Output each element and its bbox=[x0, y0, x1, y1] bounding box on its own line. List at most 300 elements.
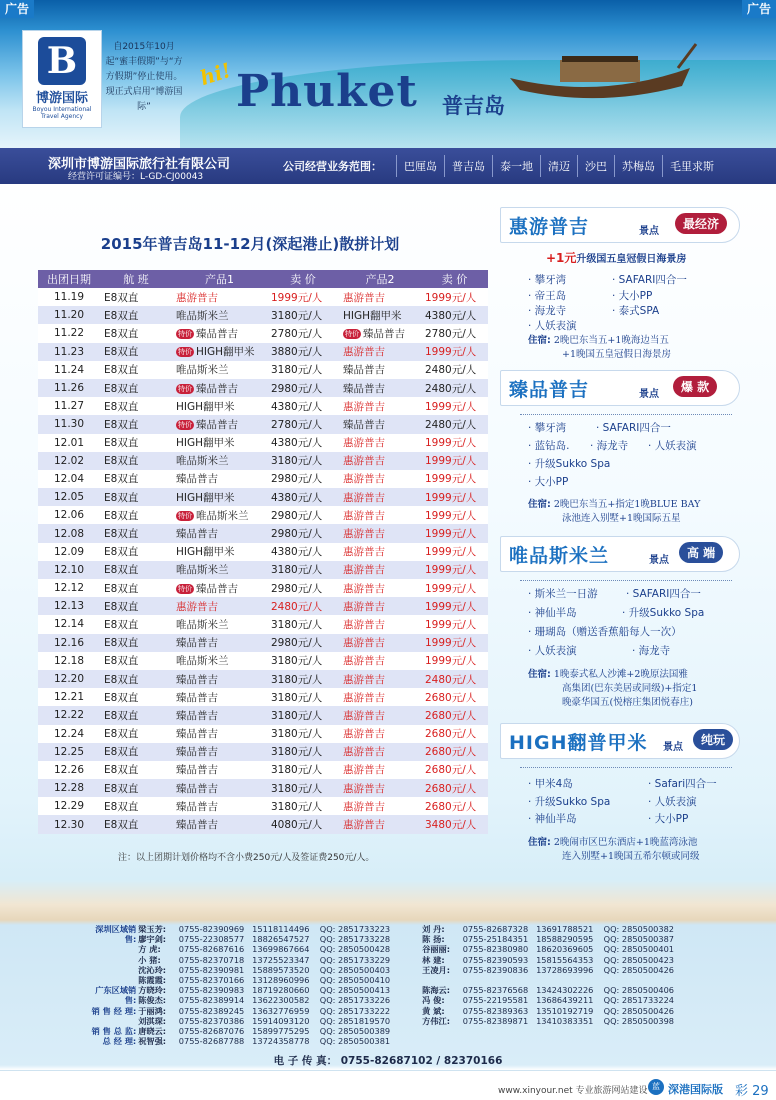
feature: · 蓝钻岛. bbox=[528, 440, 570, 452]
contact-field: 0755-82389245 bbox=[178, 1005, 245, 1016]
cell-text: E8双直 bbox=[104, 600, 139, 613]
contact-field: QQ: 2850500413 bbox=[319, 985, 391, 996]
table-row bbox=[38, 725, 488, 743]
contact-field: 0755-82687788 bbox=[178, 1036, 245, 1047]
jingdian-label: 景点 bbox=[639, 226, 659, 237]
header-banner bbox=[0, 0, 776, 150]
cell-text: 臻品普吉 bbox=[196, 418, 238, 431]
cell-p2 bbox=[339, 797, 421, 815]
cell-text: 3480元/人 bbox=[425, 819, 477, 832]
cell-text: 1999元/人 bbox=[425, 600, 477, 613]
table-row bbox=[38, 343, 488, 361]
contact-field: 18719280660 bbox=[252, 985, 310, 996]
contact-field: 13691788521 bbox=[536, 924, 594, 934]
cell-p2 bbox=[339, 579, 421, 597]
cell-text: E8双直 bbox=[104, 728, 139, 741]
table-row bbox=[38, 470, 488, 488]
special-price-badge: 特价 bbox=[345, 329, 359, 338]
cell-p1 bbox=[172, 506, 267, 524]
contact-field bbox=[604, 975, 706, 985]
cell-text: 惠游普吉 bbox=[343, 437, 385, 450]
table-row bbox=[38, 743, 488, 761]
cell-text: 惠游普吉 bbox=[343, 764, 385, 777]
contact-field: 刘淇琛: bbox=[138, 1015, 167, 1026]
cell-pr1 bbox=[267, 597, 339, 615]
cell-p2 bbox=[339, 343, 421, 361]
cell-text: 12.05 bbox=[53, 491, 85, 504]
contact-field: 方晓玲: bbox=[138, 985, 167, 996]
cell-text: 1999元/人 bbox=[425, 509, 477, 522]
page-number: 彩 29 bbox=[735, 1084, 769, 1099]
contact-field: QQ: 2850500401 bbox=[603, 944, 675, 955]
package-header-zhenpin bbox=[500, 370, 740, 406]
cell-p2 bbox=[339, 397, 421, 415]
cell-text: 惠游普吉 bbox=[343, 346, 385, 359]
cell-flight bbox=[100, 597, 172, 615]
cell-text: HIGH翻甲米 bbox=[343, 309, 402, 322]
cell-flight bbox=[100, 506, 172, 524]
cell-text: 11.20 bbox=[53, 309, 85, 322]
cell-date bbox=[38, 615, 100, 633]
contact-field: 王凌月: bbox=[422, 964, 450, 975]
cell-text: 臻品普吉 bbox=[176, 637, 218, 650]
cell-pr1 bbox=[267, 815, 339, 833]
contact-field: 于丽鸿: bbox=[138, 1005, 167, 1016]
package-badge: 高 端 bbox=[679, 542, 723, 563]
contact-field: 13632776959 bbox=[252, 1005, 310, 1016]
cell-text: HIGH翻甲米 bbox=[176, 437, 235, 450]
special-price-badge: 特价 bbox=[178, 329, 192, 338]
cell-text: 惠游普吉 bbox=[343, 691, 385, 704]
cell-text: 惠游普吉 bbox=[343, 618, 385, 631]
col-header: 卖 价 bbox=[267, 270, 339, 288]
cell-text: HIGH翻甲米 bbox=[196, 346, 255, 359]
contact-field bbox=[463, 975, 536, 985]
contact-field: QQ: 2850500382 bbox=[603, 924, 675, 934]
cell-text: 3180元/人 bbox=[271, 309, 323, 322]
cell-pr2 bbox=[421, 488, 488, 506]
contact-field: 梁玉芳: bbox=[138, 924, 167, 934]
cell-p1 bbox=[172, 706, 267, 724]
cell-pr2 bbox=[421, 688, 488, 706]
contact-field: 0755-82390981 bbox=[178, 964, 245, 975]
cell-text: 1999元/人 bbox=[425, 291, 477, 304]
company-name: 深圳市博游国际旅行社有限公司 bbox=[48, 157, 231, 172]
ad-tag-left: 广告 bbox=[0, 0, 34, 18]
cell-text: E8双直 bbox=[104, 655, 139, 668]
cell-text: 臻品普吉 bbox=[176, 819, 218, 832]
cell-pr1 bbox=[267, 506, 339, 524]
special-price-badge: 特价 bbox=[178, 584, 192, 593]
cell-text: 1999元/人 bbox=[271, 291, 323, 304]
cell-p1 bbox=[172, 324, 267, 342]
contact-row bbox=[86, 934, 706, 944]
schedule-header-row bbox=[38, 270, 488, 288]
cell-pr2 bbox=[421, 779, 488, 797]
cell-date bbox=[38, 488, 100, 506]
cell-text: 4380元/人 bbox=[271, 546, 323, 559]
cell-flight bbox=[100, 434, 172, 452]
feature: · SAFARI四合一 bbox=[596, 422, 671, 434]
contact-field: 总 经 理: bbox=[102, 1036, 137, 1047]
cell-text: 3180元/人 bbox=[271, 709, 323, 722]
table-row bbox=[38, 488, 488, 506]
special-price-badge: 特价 bbox=[178, 511, 192, 520]
cell-text: E8双直 bbox=[104, 364, 139, 377]
contact-row bbox=[86, 955, 706, 965]
cell-text: E8双直 bbox=[104, 491, 139, 504]
cell-text: 臻品普吉 bbox=[196, 327, 238, 340]
contact-field: 0755-82389871 bbox=[462, 1015, 529, 1026]
cell-p1 bbox=[172, 543, 267, 561]
cell-text: 11.23 bbox=[53, 345, 85, 358]
cell-p2 bbox=[339, 288, 421, 306]
special-price-badge: 特价 bbox=[178, 420, 192, 429]
cell-text: 12.30 bbox=[53, 818, 85, 831]
contact-field bbox=[86, 944, 138, 954]
feature: · 攀牙湾 bbox=[528, 422, 567, 434]
cell-flight bbox=[100, 797, 172, 815]
stay-line: 2晚巴东当五+指定1晚BLUE BAY bbox=[553, 499, 701, 510]
cell-p2 bbox=[339, 743, 421, 761]
cell-p1 bbox=[172, 688, 267, 706]
contact-field: 13728693996 bbox=[536, 964, 594, 975]
cell-p1 bbox=[172, 379, 267, 397]
contact-field: QQ: 2851733223 bbox=[319, 924, 391, 934]
cell-text: 惠游普吉 bbox=[176, 291, 218, 304]
table-row bbox=[38, 379, 488, 397]
cell-flight bbox=[100, 488, 172, 506]
cell-pr2 bbox=[421, 652, 488, 670]
cell-text: 臻品普吉 bbox=[176, 800, 218, 813]
contact-row bbox=[86, 1006, 706, 1016]
cell-date bbox=[38, 361, 100, 379]
cell-pr2 bbox=[421, 543, 488, 561]
cell-date bbox=[38, 706, 100, 724]
cell-text: 11.30 bbox=[53, 418, 85, 431]
cell-text: 2680元/人 bbox=[425, 709, 477, 722]
contact-field: QQ: 2851733222 bbox=[319, 1005, 391, 1016]
contact-list bbox=[86, 924, 706, 1046]
cell-text: E8双直 bbox=[104, 546, 139, 559]
stay-info bbox=[528, 498, 700, 526]
cell-pr2 bbox=[421, 470, 488, 488]
cell-pr1 bbox=[267, 797, 339, 815]
cell-date bbox=[38, 324, 100, 342]
cell-text: 惠游普吉 bbox=[343, 655, 385, 668]
contact-field: 广东区域销售: bbox=[95, 985, 137, 1006]
logo-mark-icon: B bbox=[38, 37, 86, 85]
cell-text: 唯品斯米兰 bbox=[176, 655, 229, 668]
cell-date bbox=[38, 743, 100, 761]
cell-text: 2680元/人 bbox=[425, 728, 477, 741]
contact-field: 0755-82390836 bbox=[462, 964, 529, 975]
cell-text: E8双直 bbox=[104, 291, 139, 304]
stay-label: 住宿: bbox=[528, 335, 551, 346]
contact-row bbox=[86, 965, 706, 975]
cell-text: 臻品普吉 bbox=[196, 582, 238, 595]
contact-field: QQ: 2850500398 bbox=[603, 1015, 675, 1026]
contact-field: 13622300582 bbox=[252, 995, 310, 1006]
table-row bbox=[38, 579, 488, 597]
package-name: 惠游普吉 bbox=[509, 216, 590, 238]
cell-text: 唯品斯米兰 bbox=[176, 309, 229, 322]
cell-text: 唯品斯米兰 bbox=[176, 564, 229, 577]
col-header: 卖 价 bbox=[421, 270, 488, 288]
table-row bbox=[38, 706, 488, 724]
cell-text: 臻品普吉 bbox=[176, 782, 218, 795]
cell-p1 bbox=[172, 343, 267, 361]
cell-p2 bbox=[339, 470, 421, 488]
cell-text: 12.29 bbox=[53, 800, 85, 813]
cell-date bbox=[38, 397, 100, 415]
cell-date bbox=[38, 543, 100, 561]
cell-text: 2780元/人 bbox=[425, 327, 477, 340]
cell-p2 bbox=[339, 488, 421, 506]
cell-text: 3180元/人 bbox=[271, 655, 323, 668]
cell-pr1 bbox=[267, 524, 339, 542]
table-row bbox=[38, 506, 488, 524]
jingdian-label: 景点 bbox=[649, 555, 669, 566]
contact-field: QQ: 2850500389 bbox=[319, 1025, 391, 1036]
cell-text: 3180元/人 bbox=[271, 691, 323, 704]
feature: · Safari四合一 bbox=[648, 778, 717, 790]
contact-field: QQ: 2850500423 bbox=[603, 954, 675, 965]
schedule-note: 注：以上团期计划价格均不含小费250元/人及签证费250元/人。 bbox=[118, 853, 375, 863]
stay-info bbox=[528, 334, 671, 362]
contact-row bbox=[86, 944, 706, 954]
brand-notice: 自2015年10月起“蜜丰假期”与“方方假期”停止使用。现正式启用“博游国际” bbox=[105, 42, 183, 112]
cell-text: 惠游普吉 bbox=[343, 637, 385, 650]
cell-pr2 bbox=[421, 670, 488, 688]
cell-text: 臻品普吉 bbox=[343, 418, 385, 431]
contact-field: 13725523347 bbox=[252, 954, 310, 965]
contact-field: 18588290595 bbox=[536, 934, 594, 945]
contact-field: 0755-82687076 bbox=[178, 1025, 245, 1036]
cell-text: E8双直 bbox=[104, 800, 139, 813]
table-row bbox=[38, 324, 488, 342]
contact-row bbox=[86, 1016, 706, 1026]
cell-pr2 bbox=[421, 343, 488, 361]
contact-row bbox=[86, 1026, 706, 1036]
cell-flight bbox=[100, 779, 172, 797]
cell-text: 3180元/人 bbox=[271, 746, 323, 759]
cell-text: E8双直 bbox=[104, 564, 139, 577]
special-price-badge: 特价 bbox=[178, 384, 192, 393]
contact-field: 18826547527 bbox=[252, 934, 310, 945]
cell-flight bbox=[100, 706, 172, 724]
cell-text: 11.22 bbox=[53, 327, 85, 340]
contact-field: 0755-82389363 bbox=[462, 1005, 529, 1016]
cell-flight bbox=[100, 815, 172, 833]
cell-text: 臻品普吉 bbox=[196, 382, 238, 395]
contact-field: 0755-82376568 bbox=[462, 985, 529, 996]
cell-p2 bbox=[339, 379, 421, 397]
cell-text: 2680元/人 bbox=[425, 800, 477, 813]
contact-field: 陈俊杰: bbox=[138, 995, 167, 1006]
cell-date bbox=[38, 815, 100, 833]
feature: · 攀牙湾 bbox=[528, 274, 567, 286]
cell-p2 bbox=[339, 561, 421, 579]
cell-p2 bbox=[339, 452, 421, 470]
feature: · 大小PP bbox=[648, 813, 689, 825]
cell-text: 2980元/人 bbox=[271, 582, 323, 595]
cell-date bbox=[38, 797, 100, 815]
cell-flight bbox=[100, 524, 172, 542]
contact-field bbox=[463, 1026, 536, 1036]
cell-pr2 bbox=[421, 579, 488, 597]
contact-field: 13686439211 bbox=[536, 995, 594, 1006]
package-header-high bbox=[500, 723, 740, 759]
feature: · 人妖表演 bbox=[528, 320, 577, 332]
cell-date bbox=[38, 452, 100, 470]
cell-date bbox=[38, 379, 100, 397]
contact-field: QQ: 2850500381 bbox=[319, 1036, 391, 1047]
cell-text: 惠游普吉 bbox=[343, 291, 385, 304]
table-row bbox=[38, 452, 488, 470]
jingdian-label: 景点 bbox=[663, 742, 683, 753]
cell-date bbox=[38, 579, 100, 597]
cell-text: 1999元/人 bbox=[425, 546, 477, 559]
feature: · SAFARI四合一 bbox=[626, 588, 701, 600]
cell-p1 bbox=[172, 452, 267, 470]
stay-line: 连入别墅+1晚国五希尔顿或同级 bbox=[562, 851, 700, 862]
contact-field: QQ: 2850500426 bbox=[603, 964, 675, 975]
contact-field: 0755-82687328 bbox=[462, 924, 529, 934]
scope-item: 沙巴 bbox=[577, 155, 614, 177]
feature: · SAFARI四合一 bbox=[612, 274, 687, 286]
cell-pr1 bbox=[267, 688, 339, 706]
cell-text: 唯品斯米兰 bbox=[176, 364, 229, 377]
cell-text: 惠游普吉 bbox=[343, 455, 385, 468]
cell-pr1 bbox=[267, 743, 339, 761]
cell-pr2 bbox=[421, 743, 488, 761]
schedule-table bbox=[38, 270, 488, 834]
cell-pr1 bbox=[267, 706, 339, 724]
cell-text: 惠游普吉 bbox=[343, 746, 385, 759]
upgrade-text: 升级国五皇冠假日海景房 bbox=[576, 254, 687, 265]
contact-field bbox=[604, 1036, 706, 1046]
cell-text: 臻品普吉 bbox=[176, 709, 218, 722]
company-bar bbox=[0, 148, 776, 184]
edition-logo-icon: 蓝 bbox=[648, 1079, 664, 1095]
contact-field: QQ: 2851733226 bbox=[319, 995, 391, 1006]
cell-text: 3180元/人 bbox=[271, 782, 323, 795]
cell-date bbox=[38, 670, 100, 688]
cell-text: 臻品普吉 bbox=[176, 764, 218, 777]
cell-p1 bbox=[172, 415, 267, 433]
cell-text: 惠游普吉 bbox=[343, 709, 385, 722]
contact-field: 13724358778 bbox=[252, 1036, 310, 1047]
cell-text: 2980元/人 bbox=[271, 509, 323, 522]
cell-text: 惠游普吉 bbox=[343, 600, 385, 613]
cell-p2 bbox=[339, 670, 421, 688]
feature: · 泰式SPA bbox=[612, 305, 660, 317]
feature: · 升级Sukko Spa bbox=[622, 607, 705, 619]
cell-text: 臻品普吉 bbox=[176, 528, 218, 541]
cell-pr1 bbox=[267, 379, 339, 397]
cell-text: 惠游普吉 bbox=[343, 728, 385, 741]
cell-p1 bbox=[172, 470, 267, 488]
contact-field: 0755-82390593 bbox=[462, 954, 529, 965]
cell-text: 3180元/人 bbox=[271, 800, 323, 813]
cell-flight bbox=[100, 306, 172, 324]
cell-text: 12.28 bbox=[53, 782, 85, 795]
footer bbox=[0, 1070, 776, 1100]
contact-field: 陈海云: bbox=[422, 985, 450, 996]
cell-date bbox=[38, 761, 100, 779]
logo-en-2: Travel Agency bbox=[41, 113, 83, 120]
cell-text: 惠游普吉 bbox=[343, 782, 385, 795]
contact-field: 15914093120 bbox=[252, 1015, 310, 1026]
cell-flight bbox=[100, 288, 172, 306]
logo-cn: 博游国际 bbox=[35, 91, 88, 106]
cell-date bbox=[38, 524, 100, 542]
contact-field: 18620369605 bbox=[536, 944, 594, 955]
cell-text: E8双直 bbox=[104, 509, 139, 522]
contact-field: 深圳区域销售: bbox=[95, 924, 137, 945]
cell-text: E8双直 bbox=[104, 746, 139, 759]
cell-text: 惠游普吉 bbox=[343, 564, 385, 577]
cell-text: 惠游普吉 bbox=[343, 491, 385, 504]
cell-text: 1999元/人 bbox=[425, 346, 477, 359]
cell-text: 臻品普吉 bbox=[363, 327, 405, 340]
contact-field: 0755-82370386 bbox=[178, 1015, 245, 1026]
cell-p1 bbox=[172, 561, 267, 579]
cell-p1 bbox=[172, 524, 267, 542]
cell-text: E8双直 bbox=[104, 764, 139, 777]
cell-text: 2480元/人 bbox=[425, 382, 477, 395]
cell-text: 3880元/人 bbox=[271, 346, 323, 359]
cell-text: E8双直 bbox=[104, 309, 139, 322]
cell-pr1 bbox=[267, 470, 339, 488]
hi-text: hi! bbox=[197, 57, 234, 91]
package-upgrade bbox=[546, 249, 686, 266]
contact-field: 沈沁玲: bbox=[138, 964, 167, 975]
contact-field: 0755-82370718 bbox=[178, 954, 245, 965]
cell-p2 bbox=[339, 725, 421, 743]
cell-pr1 bbox=[267, 579, 339, 597]
cell-date bbox=[38, 434, 100, 452]
stay-label: 住宿: bbox=[528, 499, 551, 510]
cell-pr1 bbox=[267, 288, 339, 306]
feature: · 人妖表演 bbox=[528, 645, 577, 657]
cell-date bbox=[38, 288, 100, 306]
cell-text: 臻品普吉 bbox=[176, 673, 218, 686]
contact-field: 陈霞霞: bbox=[138, 974, 167, 985]
table-row bbox=[38, 779, 488, 797]
cell-pr2 bbox=[421, 615, 488, 633]
cell-text: 4380元/人 bbox=[425, 309, 477, 322]
cell-flight bbox=[100, 470, 172, 488]
cell-pr2 bbox=[421, 288, 488, 306]
cell-text: 臻品普吉 bbox=[343, 364, 385, 377]
cell-p1 bbox=[172, 306, 267, 324]
cell-text: 12.12 bbox=[53, 582, 85, 595]
col-header: 出团日期 bbox=[38, 270, 100, 288]
cell-text: E8双直 bbox=[104, 782, 139, 795]
package-badge: 最经济 bbox=[675, 213, 727, 234]
cell-text: E8双直 bbox=[104, 418, 139, 431]
contact-field: QQ: 2850500403 bbox=[319, 964, 391, 975]
cell-pr2 bbox=[421, 597, 488, 615]
col-header: 产品1 bbox=[172, 270, 267, 288]
cell-text: 3180元/人 bbox=[271, 673, 323, 686]
cell-date bbox=[38, 779, 100, 797]
contact-field: 销 售 经 理: bbox=[91, 1005, 137, 1016]
contact-field: 0755-82370166 bbox=[178, 974, 245, 985]
col-header: 产品2 bbox=[339, 270, 421, 288]
